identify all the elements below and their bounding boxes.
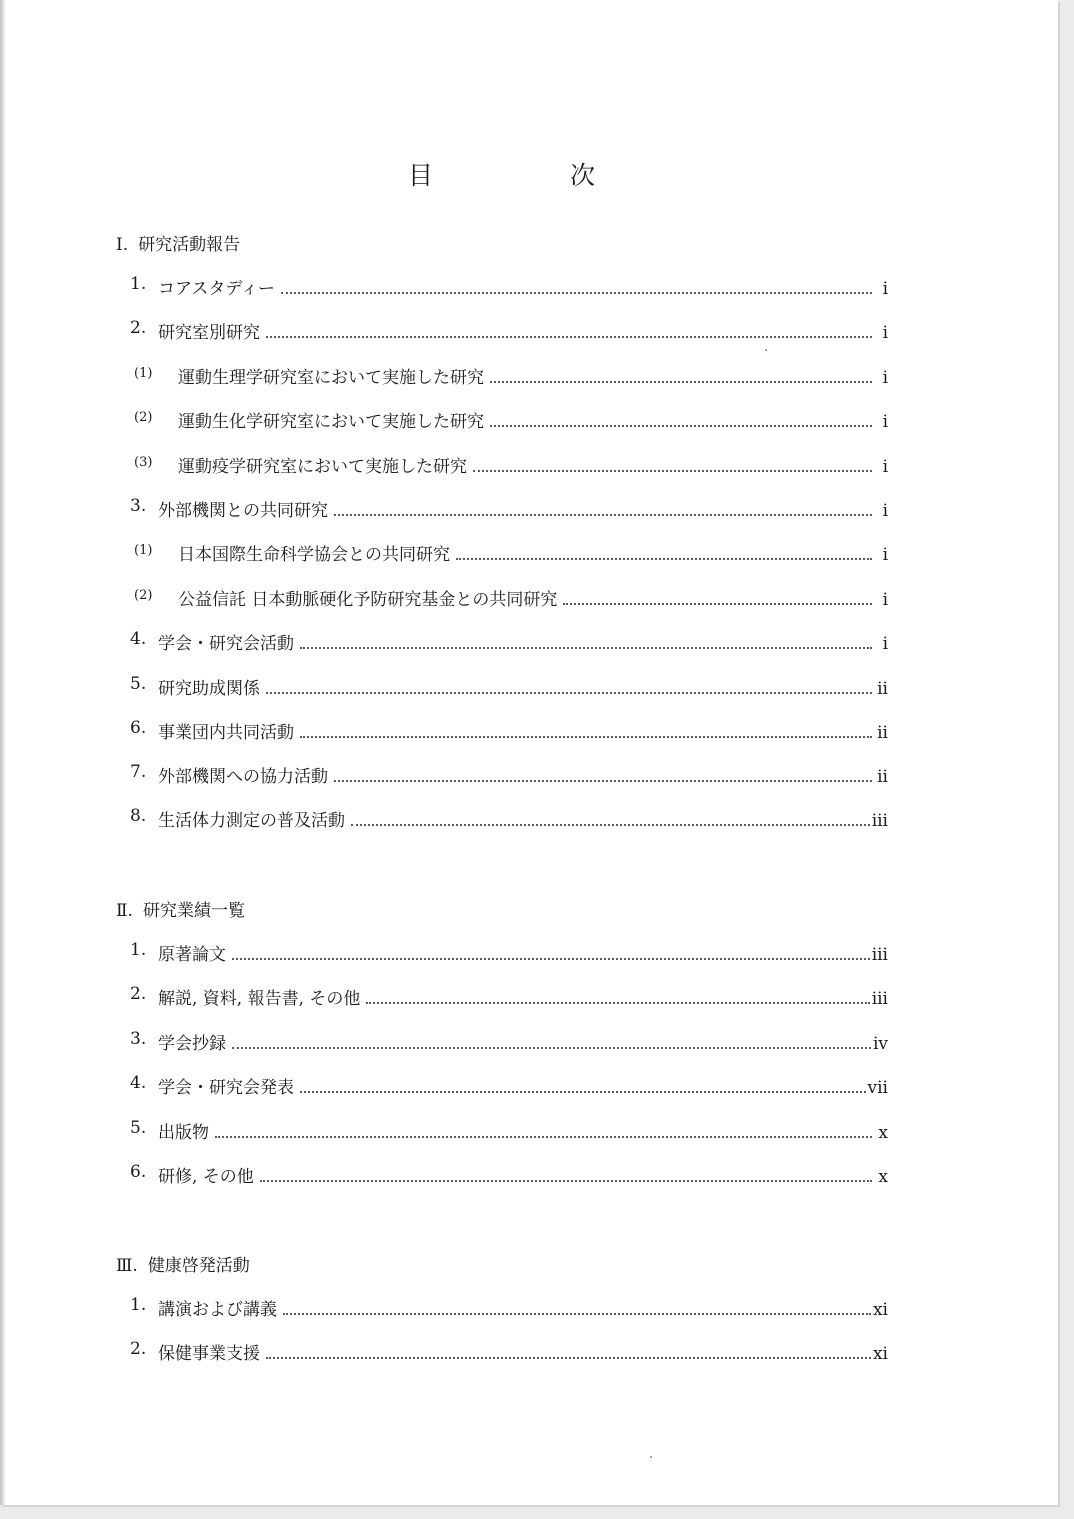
entry-title: 研究助成関係 — [158, 679, 260, 699]
entry-title: 保健事業支援 — [158, 1344, 260, 1364]
entry-page-number: iii — [871, 989, 888, 1009]
leader-dots — [232, 1047, 871, 1049]
entry-number: 3. — [130, 496, 147, 516]
leader-dots — [266, 1357, 871, 1359]
entry-page-number: i — [882, 457, 888, 477]
entry-title: 出版物 — [158, 1123, 209, 1143]
leader-dots — [215, 1136, 872, 1138]
entry-number: 8. — [130, 806, 147, 826]
leader-dots — [300, 736, 872, 738]
leader-dots — [334, 514, 872, 516]
toc-entry[interactable] — [0, 718, 900, 742]
entry-number: 2. — [130, 318, 147, 338]
entry-title: 事業団内共同活動 — [158, 723, 294, 743]
entry-page-number: iv — [872, 1034, 888, 1054]
toc-entry[interactable] — [0, 940, 900, 964]
section-heading-2 — [116, 896, 245, 921]
entry-title: 学会抄録 — [158, 1034, 226, 1054]
entry-number: 1. — [130, 940, 147, 960]
section-number: Ⅰ. — [116, 235, 129, 255]
scan-speck — [650, 1456, 652, 1458]
toc-entry[interactable] — [0, 1295, 900, 1319]
leader-dots — [260, 1180, 872, 1182]
toc-entry[interactable] — [0, 274, 900, 298]
leader-dots — [281, 292, 872, 294]
entry-page-number: i — [882, 412, 888, 432]
title-part-1: 目 — [408, 161, 434, 190]
toc-entry[interactable] — [0, 1162, 900, 1186]
leader-dots — [366, 1002, 869, 1004]
toc-entry[interactable] — [0, 1339, 900, 1363]
entry-page-number: x — [878, 1123, 888, 1143]
section-title: 研究活動報告 — [138, 235, 241, 255]
entry-page-number: iii — [871, 811, 888, 831]
entry-page-number: ii — [877, 679, 888, 699]
entry-number: 2. — [130, 984, 147, 1004]
leader-dots — [232, 958, 870, 960]
leader-dots — [351, 824, 870, 826]
entry-number: 4. — [130, 1073, 147, 1093]
toc-entry[interactable] — [0, 318, 900, 342]
section-title: 健康啓発活動 — [147, 1256, 250, 1276]
page-edge-shadow — [0, 0, 6, 1505]
toc-entry[interactable] — [0, 1073, 900, 1097]
leader-dots — [283, 1313, 871, 1315]
scan-speck — [765, 349, 767, 351]
entry-page-number: iii — [871, 945, 888, 965]
entry-number: (3) — [134, 455, 153, 470]
entry-number: 3. — [130, 1029, 147, 1049]
leader-dots — [300, 647, 872, 649]
section-heading-1 — [116, 230, 240, 255]
section-heading-3 — [116, 1251, 250, 1276]
entry-title: 日本国際生命科学協会との共同研究 — [178, 545, 450, 565]
entry-number: (2) — [134, 588, 153, 603]
entry-page-number: i — [882, 368, 888, 388]
leader-dots — [490, 381, 872, 383]
leader-dots — [563, 603, 872, 605]
toc-subentry[interactable] — [0, 452, 900, 476]
entry-page-number: ii — [877, 723, 888, 743]
title-part-2: 次 — [570, 161, 596, 190]
entry-number: 5. — [130, 674, 147, 694]
section-number: Ⅲ. — [116, 1256, 138, 1276]
leader-dots — [490, 425, 872, 427]
entry-title: 運動疫学研究室において実施した研究 — [178, 457, 467, 477]
entry-title: 解説, 資料, 報告書, その他 — [158, 989, 361, 1009]
entry-title: 生活体力測定の普及活動 — [158, 811, 345, 831]
entry-number: 5. — [130, 1118, 147, 1138]
entry-page-number: i — [882, 545, 888, 565]
leader-dots — [300, 1091, 866, 1093]
entry-title: 研究室別研究 — [158, 323, 260, 343]
leader-dots — [456, 558, 872, 560]
entry-page-number: vii — [867, 1078, 888, 1098]
entry-title: 運動生理学研究室において実施した研究 — [178, 368, 484, 388]
entry-number: 4. — [130, 629, 147, 649]
entry-page-number: i — [882, 634, 888, 654]
leader-dots — [473, 470, 872, 472]
entry-page-number: i — [882, 501, 888, 521]
toc-entry[interactable] — [0, 806, 900, 830]
toc-entry[interactable] — [0, 629, 900, 653]
toc-entry[interactable] — [0, 984, 900, 1008]
page-title — [0, 156, 1000, 192]
entry-number: (2) — [134, 410, 153, 425]
entry-title: 公益信託 日本動脈硬化予防研究基金との共同研究 — [178, 590, 558, 610]
entry-title: コアスタディー — [158, 279, 275, 299]
section-title: 研究業績一覧 — [142, 901, 245, 921]
toc-subentry[interactable] — [0, 407, 900, 431]
entry-title: 学会・研究会活動 — [158, 634, 294, 654]
toc-entry[interactable] — [0, 496, 900, 520]
leader-dots — [334, 780, 872, 782]
leader-dots — [266, 336, 872, 338]
toc-subentry[interactable] — [0, 363, 900, 387]
toc-subentry[interactable] — [0, 540, 900, 564]
entry-title: 運動生化学研究室において実施した研究 — [178, 412, 484, 432]
toc-entry[interactable] — [0, 1029, 900, 1053]
entry-title: 外部機関への協力活動 — [158, 767, 328, 787]
entry-page-number: i — [882, 323, 888, 343]
entry-number: 1. — [130, 1295, 147, 1315]
leader-dots — [266, 692, 872, 694]
entry-number: 7. — [130, 762, 147, 782]
entry-title: 外部機関との共同研究 — [158, 501, 328, 521]
entry-title: 講演および講義 — [158, 1300, 277, 1320]
entry-page-number: xi — [872, 1344, 888, 1364]
entry-number: 6. — [130, 718, 147, 738]
entry-number: 1. — [130, 274, 147, 294]
toc-entry[interactable] — [0, 1118, 900, 1142]
entry-page-number: i — [882, 279, 888, 299]
entry-number: 6. — [130, 1162, 147, 1182]
entry-page-number: ii — [877, 767, 888, 787]
section-number: Ⅱ. — [116, 901, 133, 921]
entry-title: 学会・研究会発表 — [158, 1078, 294, 1098]
toc-subentry[interactable] — [0, 585, 900, 609]
entry-page-number: i — [882, 590, 888, 610]
entry-number: (1) — [134, 366, 153, 381]
entry-page-number: x — [878, 1167, 888, 1187]
entry-page-number: xi — [872, 1300, 888, 1320]
entry-title: 原著論文 — [158, 945, 226, 965]
entry-title: 研修, その他 — [158, 1167, 254, 1187]
entry-number: 2. — [130, 1339, 147, 1359]
entry-number: (1) — [134, 543, 153, 558]
toc-entry[interactable] — [0, 762, 900, 786]
toc-entry[interactable] — [0, 674, 900, 698]
